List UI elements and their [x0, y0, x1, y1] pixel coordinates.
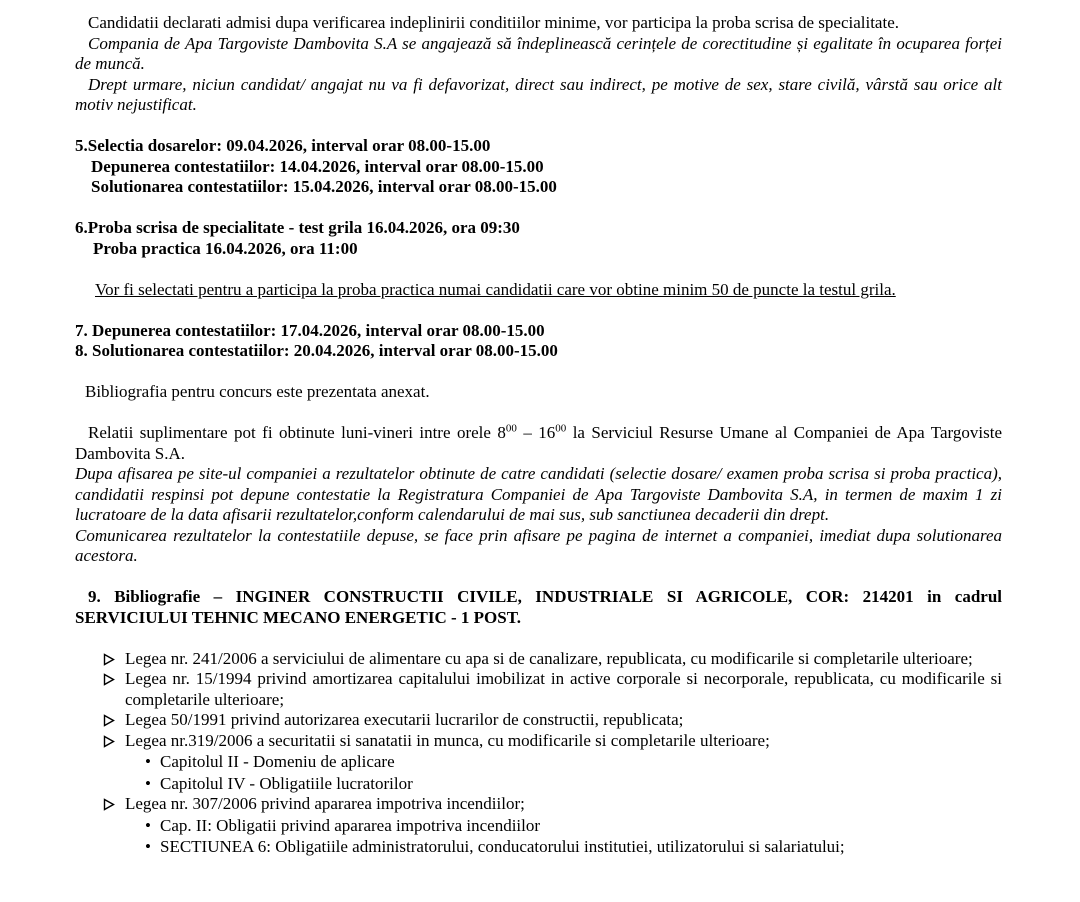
list-item-legea-15-1994: Legea nr. 15/1994 privind amortizarea capitalului imobilizat in active corporale si necorporale, republicata, cu modificarile si completarile ulterioare;: [75, 669, 1002, 710]
section6-proba-scrisa: 6.Proba scrisa de specialitate - test grila 16.04.2026, ora 09:30: [75, 218, 520, 237]
spacer: [75, 300, 1002, 321]
spacer: [75, 628, 1002, 649]
sublist-item-capitolul-2: • Capitolul II - Domeniu de aplicare: [145, 752, 395, 771]
section5-depunerea-contestatiilor: Depunerea contestatiilor: 14.04.2026, interval orar 08.00-15.00: [91, 156, 544, 176]
list-item-legea-50-1991: Legea 50/1991 privind autorizarea executarii lucrarilor de constructii, republicata;: [75, 710, 1002, 731]
dot-bullet-icon: •: [145, 837, 151, 856]
intro-paragraph-admisi: Candidatii declarati admisi dupa verificarea indeplinirii conditiilor minime, vor participa la proba scrisa de specialitate.: [88, 13, 899, 32]
list-item-legea-319-2006: Legea nr.319/2006 a securitatii si sanatatii in munca, cu modificarile si completarile ulterioare;: [75, 731, 1002, 752]
superscript-hours: 00: [505, 422, 517, 435]
selection-threshold-note: Vor fi selectati pentru a participa la proba practica numai candidatii care vor obtine minim 50 de puncte la testul grila.: [95, 279, 896, 299]
spacer: [75, 567, 1002, 588]
bibliografia-anexat-note: Bibliografia pentru concurs este prezentata anexat.: [85, 382, 430, 401]
superscript-hours: 00: [555, 422, 567, 435]
comunicare-rezultate-paragraph: Comunicarea rezultatelor la contestatiile depuse, se face prin afisare pe pagina de internet a companiei, imediat dupa solutionarea acestora.: [75, 525, 1002, 565]
sublist-item-cap-2-obligatii: • Cap. II: Obligatii privind apararea impotriva incendiilor: [145, 815, 541, 835]
spacer: [75, 198, 1002, 219]
arrow-bullet-icon: [103, 714, 115, 727]
spacer: [75, 116, 1002, 137]
spacer: [75, 403, 1002, 424]
spacer: [75, 259, 1002, 280]
equal-opportunity-paragraph: Compania de Apa Targoviste Dambovita S.A se angajează să îndeplinească cerințele de corectitudine și egalitate în ocuparea forței de muncă.: [75, 33, 1002, 73]
arrow-bullet-icon: [103, 653, 115, 666]
section6-proba-practica: Proba practica 16.04.2026, ora 11:00: [93, 238, 358, 258]
arrow-bullet-icon: [103, 798, 115, 811]
relatii-suplimentare-paragraph: Relatii suplimentare pot fi obtinute luni-vineri intre orele $8^{00} - 16^{00}$ la Serviciul Resurse Umane al Companiei de Apa Targoviste Dambovita S.A.: [75, 422, 1002, 463]
arrow-bullet-icon: [103, 673, 115, 686]
dot-bullet-icon: •: [145, 815, 151, 835]
sublist-item-sectiunea-6: • SECTIUNEA 6: Obligatiile administratorului, conducatorului institutiei, utilizatorului si salariatului;: [145, 837, 845, 856]
dot-bullet-icon: •: [145, 752, 151, 771]
section5-selectia-dosarelor: 5.Selectia dosarelor: 09.04.2026, interval orar 08.00-15.00: [75, 136, 491, 155]
sublist-item-capitolul-4: • Capitolul IV - Obligatiile lucratorilor: [145, 773, 413, 793]
section9-bibliografie-title: 9. Bibliografie – INGINER CONSTRUCTII CIVILE, INDUSTRIALE SI AGRICOLE, COR: 214201 in cadrul SERVICIULUI TEHNIC MECANO ENERGETIC - 1 POST.: [75, 587, 1002, 627]
spacer: [75, 362, 1002, 383]
contestatie-procedure-paragraph: Dupa afisarea pe site-ul companiei a rezultatelor obtinute de catre candidati (selectie dosare/ examen proba scrisa si proba practica), candidatii respinsi pot depune contestatie la Registratura Companiei de Apa Targoviste Dambovita S.A, in termen de maxim 1 zi lucratoare de la data afisarii rezultatelor,conform calendarului de mai sus, sub sanctiunea decaderii din drept.: [75, 464, 1002, 524]
arrow-bullet-icon: [103, 735, 115, 748]
list-item-legea-307-2006: Legea nr. 307/2006 privind apararea impotriva incendiilor;: [75, 794, 1002, 815]
dot-bullet-icon: •: [145, 773, 151, 793]
section5-solutionarea-contestatiilor: Solutionarea contestatiilor: 15.04.2026, interval orar 08.00-15.00: [91, 177, 557, 196]
list-item-legea-241-2006: Legea nr. 241/2006 a serviciului de alimentare cu apa si de canalizare, republicata, cu modificarile si completarile ulterioare;: [75, 649, 1002, 670]
section8-solutionarea-contestatiilor: 8. Solutionarea contestatiilor: 20.04.2026, interval orar 08.00-15.00: [75, 341, 558, 360]
section7-depunerea-contestatiilor: 7. Depunerea contestatiilor: 17.04.2026, interval orar 08.00-15.00: [75, 320, 545, 340]
non-discrimination-paragraph: Drept urmare, niciun candidat/ angajat nu va fi defavorizat, direct sau indirect, pe motive de sex, stare civilă, vârstă sau orice alt motiv nejustificat.: [75, 74, 1002, 114]
